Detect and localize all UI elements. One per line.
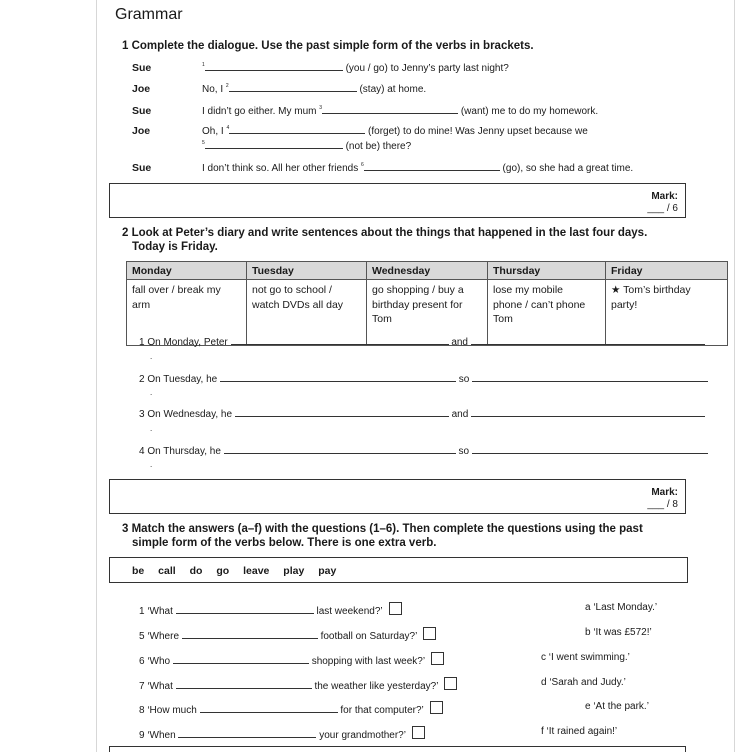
dialogue-line-1: $^1$ (you / go) to Jenny’s party last night? [202,62,509,74]
answer-blank[interactable] [229,125,365,134]
diary-entry-monday: fall over / break my arm [127,280,247,346]
mark-label: Mark: [651,191,678,202]
answer-blank[interactable] [231,336,449,345]
exercise-2-heading: 2 Look at Peter’s diary and write sentences about the things that happened in the last four days. [122,227,648,239]
mark-label: Mark: [651,487,678,498]
answer-blank[interactable] [205,62,343,71]
day-header: Friday [606,262,728,280]
question-line-1: 1 ‘What last weekend?’ [139,602,402,617]
answer-blank[interactable] [224,445,456,454]
page-edge-right [734,0,735,752]
match-checkbox[interactable] [444,677,457,690]
mark-box-2 [109,479,686,514]
answer-option: b ‘It was £572!’ [585,627,652,638]
verb-box: be call do go leave play pay [109,557,688,583]
answer-blank[interactable] [176,605,314,614]
dot-mark: . [150,388,153,397]
answer-blank[interactable] [472,445,708,454]
answer-option: c ‘I went swimming.’ [541,652,630,663]
speaker-label: Joe [132,83,151,95]
question-line-6: 9 ‘When your grandmother?’ [139,726,425,741]
question-line-2: 5 ‘Where football on Saturday?’ [139,627,436,642]
answer-blank[interactable] [173,655,309,664]
speaker-label: Sue [132,162,152,174]
speaker-label: Sue [132,105,152,117]
diary-entry-thursday: lose my mobile phone / can’t phone Tom [488,280,606,346]
mark-score[interactable]: ___ / 6 [647,203,678,214]
page-title: Grammar [115,6,183,23]
answer-blank[interactable] [322,105,458,114]
answer-blank[interactable] [220,373,456,382]
exercise-3-heading: 3 Match the answers (a–f) with the questions (1–6). Then complete the questions using the past [122,523,643,535]
diary-entry-friday: ★ Tom’s birthday party! [606,280,728,346]
sentence-line-1: 1 On Monday, Peter and [139,336,705,348]
answer-option: d ‘Sarah and Judy.’ [541,677,626,688]
day-header: Wednesday [367,262,488,280]
answer-blank[interactable] [364,162,500,171]
match-checkbox[interactable] [423,627,436,640]
answer-blank[interactable] [205,140,343,149]
question-line-3: 6 ‘Who shopping with last week?’ [139,652,444,667]
match-checkbox[interactable] [389,602,402,615]
answer-blank[interactable] [229,83,357,92]
diary-header-row [127,262,728,280]
sentence-line-2: 2 On Tuesday, he so [139,373,708,385]
question-line-5: 8 ‘How much for that computer?’ [139,701,443,716]
dot-mark: . [150,460,153,469]
mark-score[interactable]: ___ / 8 [647,499,678,510]
sentence-line-4: 4 On Thursday, he so [139,445,708,457]
mark-box-1 [109,183,686,218]
diary-entry-wednesday: go shopping / buy a birthday present for Tom [367,280,488,346]
exercise-3-subheading: simple form of the verbs below. There is one extra verb. [132,537,437,549]
match-checkbox[interactable] [412,726,425,739]
exercise-2-subheading: Today is Friday. [132,241,218,253]
page-edge-left [96,0,97,752]
exercise-1-heading: 1 Complete the dialogue. Use the past simple form of the verbs in brackets. [122,40,534,52]
diary-table [126,261,728,346]
dialogue-line-5: $^5$ (not be) there? [202,140,412,152]
answer-blank[interactable] [200,704,338,713]
dot-mark: . [150,352,153,361]
match-checkbox[interactable] [430,701,443,714]
answer-option: e ‘At the park.’ [585,701,649,712]
answer-blank[interactable] [471,408,705,417]
dialogue-line-3: I didn’t go either. My mum $^3$ (want) me to do my homework. [202,105,599,117]
sentence-line-3: 3 On Wednesday, he and [139,408,705,420]
speaker-label: Joe [132,125,151,137]
answer-blank[interactable] [235,408,449,417]
dialogue-line-4: Oh, I $^4$ (forget) to do mine! Was Jenny upset because we [202,125,588,137]
mark-box-3 [109,746,686,752]
answer-option: f ‘It rained again!’ [541,726,618,737]
dialogue-line-6: I don’t think so. All her other friends $^6$ (go), so she had a great time. [202,162,634,174]
answer-blank[interactable] [471,336,705,345]
answer-blank[interactable] [176,680,312,689]
answer-blank[interactable] [178,729,316,738]
answer-option: a ‘Last Monday.’ [585,602,658,613]
day-header: Tuesday [247,262,367,280]
day-header: Thursday [488,262,606,280]
speaker-label: Sue [132,62,152,74]
dot-mark: . [150,424,153,433]
diary-entry-tuesday: not go to school / watch DVDs all day [247,280,367,346]
answer-blank[interactable] [182,630,318,639]
question-line-4: 7 ‘What the weather like yesterday?’ [139,677,457,692]
day-header: Monday [127,262,247,280]
dialogue-line-2: No, I $^2$ (stay) at home. [202,83,427,95]
match-checkbox[interactable] [431,652,444,665]
answer-blank[interactable] [472,373,708,382]
